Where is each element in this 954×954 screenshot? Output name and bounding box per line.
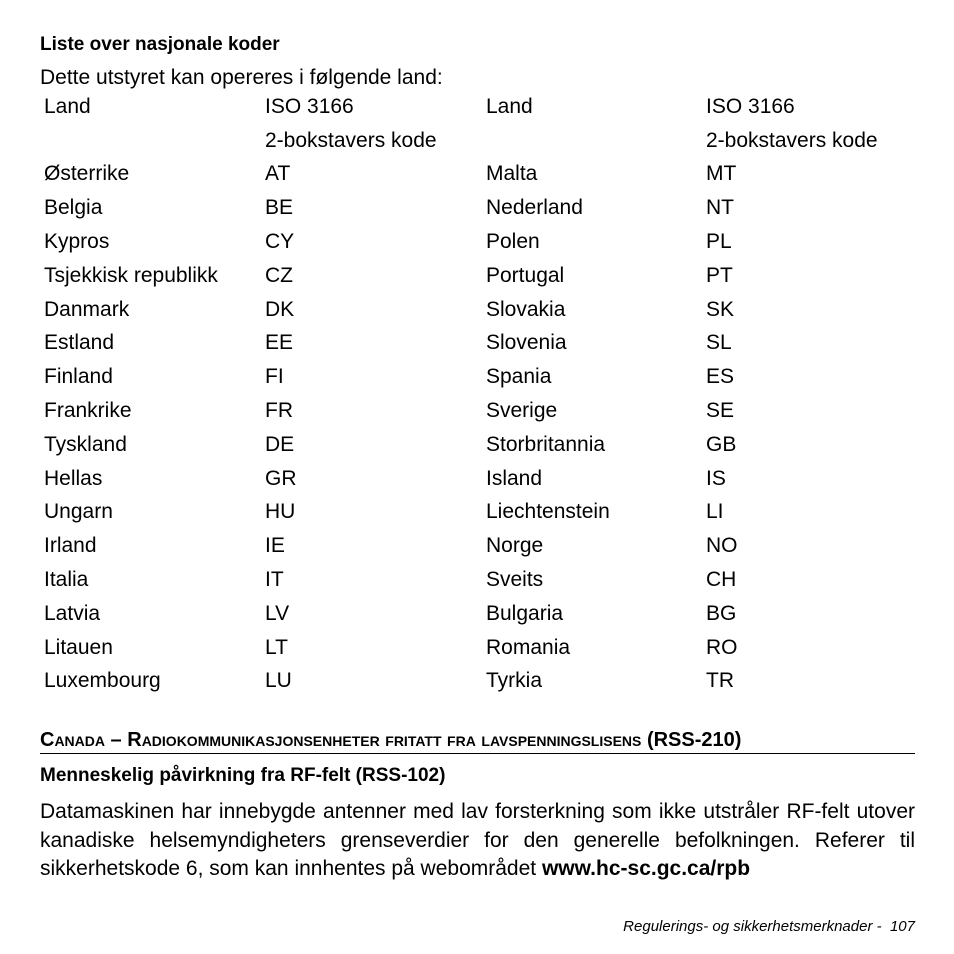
country-name: Hellas [44,466,103,490]
country-codes-table [44,90,906,698]
page-footer [623,918,915,935]
country-name: Estland [44,331,115,355]
country-name: Tsjekkisk republikk [44,263,218,287]
header-cell: ISO 3166 [265,94,354,118]
table-row [44,158,906,192]
iso-code: PL [706,230,732,254]
table-header-row [44,90,906,124]
iso-code: AT [265,162,291,186]
header-cell [486,124,706,158]
table-row [44,191,906,225]
country-name: Island [486,466,543,490]
iso-code: TR [706,669,734,693]
country-name: Romania [486,635,571,659]
iso-code: FI [265,365,284,389]
country-name: Slovakia [486,297,566,321]
iso-code: EE [265,331,294,355]
section-title-canada: Canada [40,729,105,751]
header-cell: ISO 3166 [706,94,795,118]
country-name: Bulgaria [486,601,564,625]
country-name: Østerrike [44,162,130,186]
table-row [44,394,906,428]
iso-code: NT [706,196,734,220]
table-row [44,631,906,665]
header-cell: 2-bokstavers kode [265,128,437,152]
table-row [44,529,906,563]
header-cell: Land [486,94,533,118]
iso-code: IS [706,466,726,490]
header-cell: Land [44,94,91,118]
country-name: Polen [486,230,540,254]
table-row [44,293,906,327]
country-name: Litauen [44,635,113,659]
iso-code: LU [265,669,292,693]
country-name: Finland [44,365,113,389]
paragraph-text: Datamaskinen har innebygde antenner med lav forsterkning som ikke utstråler RF-felt utover kanadiske helsemyndigheters grenseverdier for den generelle befolkningen. Referer til sikkerhetskode 6, som kan innhentes på webområdet [40,800,915,880]
country-name: Sveits [486,568,544,592]
iso-code: GB [706,432,737,456]
iso-code: DK [265,297,295,321]
iso-code: CZ [265,263,293,287]
iso-code: BE [265,196,294,220]
iso-code: SK [706,297,735,321]
country-name: Storbritannia [486,432,606,456]
country-name: Liechtenstein [486,500,610,524]
iso-code: SL [706,331,732,355]
section-title-dash: – [105,729,128,751]
country-name: Frankrike [44,399,132,423]
intro-text: Dette utstyret kan opereres i følgende land: [40,66,443,89]
country-name: Nederland [486,196,583,220]
table-row [44,327,906,361]
iso-code: FR [265,399,293,423]
country-codes-heading: Liste over nasjonale koder [40,34,280,55]
country-name: Danmark [44,297,130,321]
country-name: Kypros [44,230,110,254]
iso-code: LT [265,635,288,659]
iso-code: CY [265,230,295,254]
iso-code: SE [706,399,735,423]
section-title-code: (RSS-210) [641,729,742,751]
canada-section-title [40,728,915,754]
page-number: 107 [889,918,915,935]
country-name: Luxembourg [44,669,161,693]
health-canada-link[interactable]: www.hc-sc.gc.ca/rpb [541,857,751,880]
table-row [44,360,906,394]
table-row [44,665,906,699]
country-name: Tyskland [44,432,127,456]
country-name: Slovenia [486,331,567,355]
rf-exposure-paragraph [40,798,915,884]
table-row [44,428,906,462]
header-cell: 2-bokstavers kode [706,128,878,152]
header-cell [44,124,265,158]
country-name: Malta [486,162,538,186]
country-name: Italia [44,568,89,592]
iso-code: IT [265,568,284,592]
iso-code: HU [265,500,296,524]
table-row [44,597,906,631]
footer-text: Regulerings- og sikkerhetsmerknader - [623,918,882,935]
table-row [44,259,906,293]
iso-code: IE [265,534,285,558]
table-row [44,462,906,496]
country-name: Ungarn [44,500,113,524]
iso-code: NO [706,534,738,558]
iso-code: LV [265,601,290,625]
iso-code: LI [706,500,724,524]
iso-code: BG [706,601,737,625]
iso-code: MT [706,162,737,186]
table-header-row [44,124,906,158]
iso-code: CH [706,568,737,592]
country-name: Latvia [44,601,101,625]
iso-code: PT [706,263,733,287]
table-row [44,496,906,530]
rf-exposure-heading: Menneskelig påvirkning fra RF-felt (RSS-102) [40,765,446,786]
country-name: Spania [486,365,552,389]
table-row [44,225,906,259]
country-name: Tyrkia [486,669,543,693]
country-name: Sverige [486,399,558,423]
iso-code: RO [706,635,738,659]
table-row [44,563,906,597]
iso-code: ES [706,365,735,389]
country-name: Portugal [486,263,565,287]
country-name: Belgia [44,196,103,220]
iso-code: GR [265,466,297,490]
iso-code: DE [265,432,295,456]
section-title-main: Radiokommunikasjonsenheter fritatt fra lavspenningslisens [127,729,642,751]
country-name: Irland [44,534,97,558]
country-name: Norge [486,534,544,558]
